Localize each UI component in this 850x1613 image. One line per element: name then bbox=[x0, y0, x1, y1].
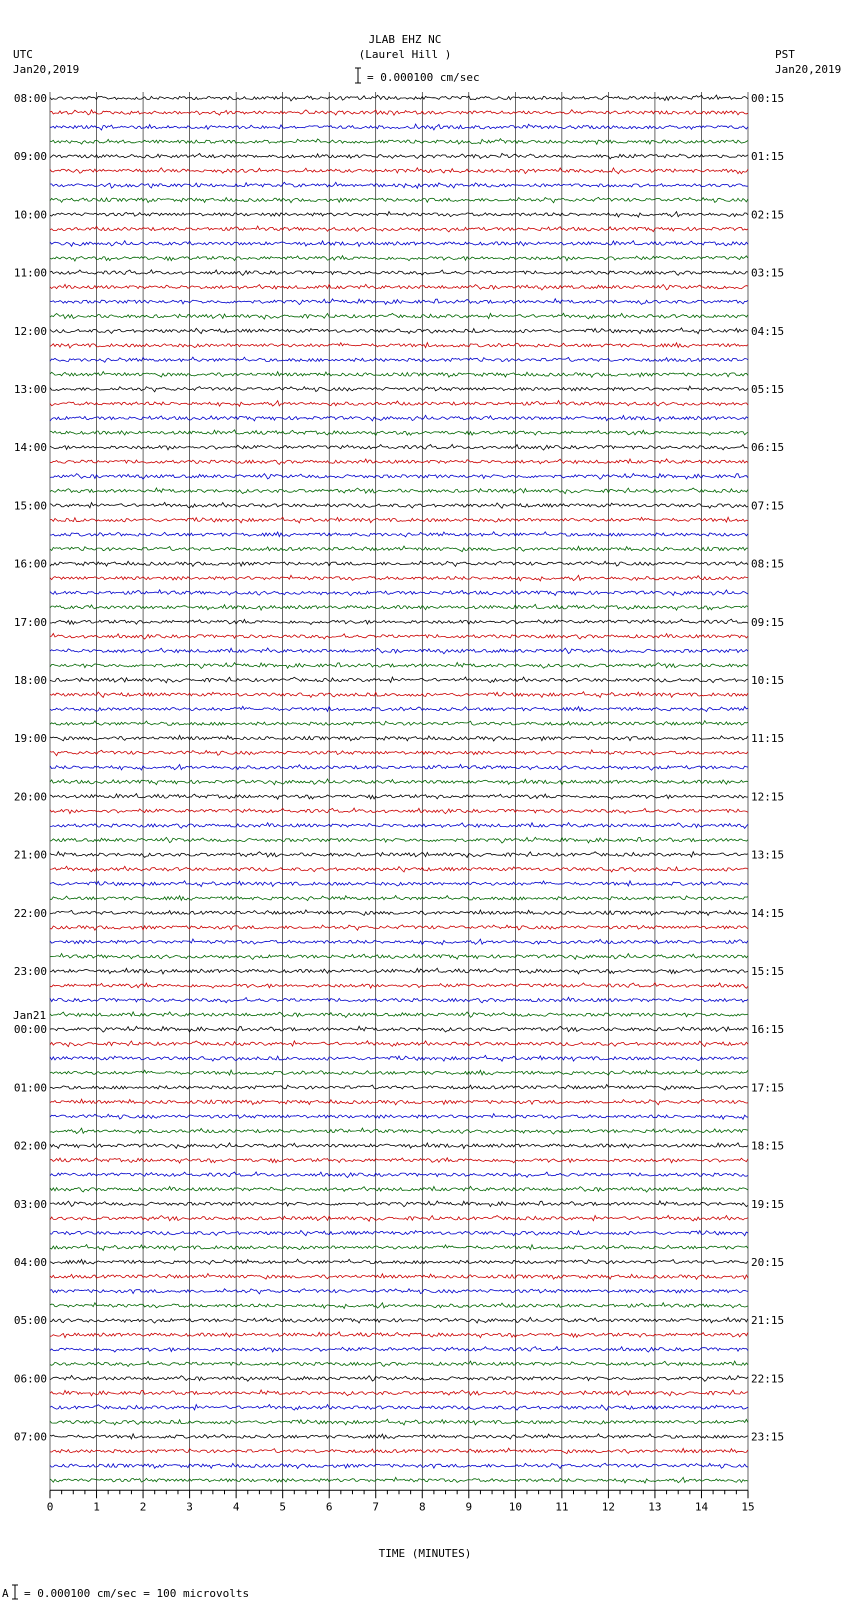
trace-62 bbox=[50, 997, 748, 1003]
trace-49 bbox=[50, 808, 748, 814]
trace-94 bbox=[50, 1463, 748, 1468]
hour-label-right-9: 09:15 bbox=[751, 615, 785, 629]
trace-57 bbox=[50, 925, 748, 930]
hour-label-right-4: 04:15 bbox=[751, 324, 785, 338]
trace-30 bbox=[50, 532, 748, 537]
hour-label-left-8: 16:00 bbox=[13, 557, 47, 571]
trace-group bbox=[50, 95, 748, 1483]
hour-label-left-21: 05:00 bbox=[13, 1314, 47, 1328]
trace-60 bbox=[50, 968, 748, 974]
trace-65 bbox=[50, 1041, 748, 1047]
trace-27 bbox=[50, 488, 748, 494]
trace-2 bbox=[50, 124, 748, 130]
x-axis-label: TIME (MINUTES) bbox=[378, 1547, 472, 1560]
trace-91 bbox=[50, 1419, 748, 1425]
scale-label: = 0.000100 cm/sec bbox=[367, 71, 480, 84]
hour-label-left-22: 06:00 bbox=[13, 1372, 47, 1386]
trace-64 bbox=[50, 1026, 748, 1032]
hour-label-right-14: 14:15 bbox=[751, 906, 785, 920]
hour-label-left-16: 00:00 bbox=[13, 1023, 47, 1037]
trace-40 bbox=[50, 677, 748, 683]
hour-label-left-17: 01:00 bbox=[13, 1081, 47, 1095]
trace-24 bbox=[50, 444, 748, 450]
trace-87 bbox=[50, 1361, 748, 1366]
trace-81 bbox=[50, 1274, 748, 1280]
trace-70 bbox=[50, 1114, 748, 1120]
trace-83 bbox=[50, 1303, 748, 1309]
trace-71 bbox=[50, 1128, 748, 1134]
trace-5 bbox=[50, 168, 748, 174]
trace-18 bbox=[50, 357, 748, 362]
hour-label-left-18: 02:00 bbox=[13, 1139, 47, 1153]
hour-label-right-20: 20:15 bbox=[751, 1256, 785, 1269]
trace-88 bbox=[50, 1376, 748, 1382]
trace-90 bbox=[50, 1405, 748, 1411]
hour-label-left-19: 03:00 bbox=[13, 1197, 47, 1211]
trace-0 bbox=[50, 95, 748, 101]
trace-29 bbox=[50, 517, 748, 523]
trace-77 bbox=[50, 1215, 748, 1221]
hour-label-left-5: 13:00 bbox=[13, 383, 47, 396]
trace-72 bbox=[50, 1143, 748, 1149]
trace-76 bbox=[50, 1201, 748, 1207]
x-tick-label-2: 2 bbox=[139, 1500, 147, 1514]
trace-89 bbox=[50, 1390, 748, 1396]
trace-23 bbox=[50, 430, 748, 436]
x-tick-label-10: 10 bbox=[508, 1500, 522, 1514]
hour-label-left-1: 09:00 bbox=[13, 150, 47, 164]
trace-36 bbox=[50, 619, 748, 624]
hour-label-left-15: 23:00 bbox=[13, 965, 47, 978]
hour-label-right-21: 21:15 bbox=[751, 1314, 785, 1328]
day-change-label: Jan21 bbox=[13, 1009, 47, 1023]
hour-label-right-13: 13:15 bbox=[751, 848, 785, 862]
trace-4 bbox=[50, 153, 748, 159]
trace-68 bbox=[50, 1085, 748, 1091]
hour-label-right-18: 18:15 bbox=[751, 1139, 785, 1153]
trace-17 bbox=[50, 343, 748, 349]
trace-55 bbox=[50, 896, 748, 901]
x-tick-label-14: 14 bbox=[694, 1500, 709, 1514]
hour-label-left-7: 15:00 bbox=[13, 499, 47, 513]
trace-67 bbox=[50, 1070, 748, 1075]
trace-86 bbox=[50, 1347, 748, 1353]
trace-47 bbox=[50, 779, 748, 785]
x-tick-label-9: 9 bbox=[465, 1500, 473, 1514]
trace-78 bbox=[50, 1230, 748, 1235]
hour-labels bbox=[13, 92, 784, 1444]
x-tick-label-11: 11 bbox=[555, 1500, 569, 1514]
left-timezone: UTC bbox=[13, 48, 33, 61]
trace-44 bbox=[50, 735, 748, 741]
hour-label-right-8: 08:15 bbox=[751, 557, 785, 571]
trace-58 bbox=[50, 939, 748, 945]
hour-label-left-4: 12:00 bbox=[13, 324, 47, 338]
trace-9 bbox=[50, 226, 748, 232]
footer-scale-label: = 0.000100 cm/sec = 100 microvolts bbox=[24, 1587, 250, 1600]
trace-48 bbox=[50, 794, 748, 800]
hour-label-right-11: 11:15 bbox=[751, 732, 785, 746]
trace-45 bbox=[50, 750, 748, 756]
hour-label-right-17: 17:15 bbox=[751, 1081, 785, 1095]
hour-label-right-15: 15:15 bbox=[751, 965, 785, 978]
trace-85 bbox=[50, 1332, 748, 1338]
trace-3 bbox=[50, 139, 748, 145]
trace-25 bbox=[50, 459, 748, 465]
x-tick-label-15: 15 bbox=[741, 1500, 755, 1514]
trace-22 bbox=[50, 415, 748, 421]
time-axis bbox=[47, 1490, 755, 1513]
trace-15 bbox=[50, 313, 748, 319]
trace-79 bbox=[50, 1245, 748, 1251]
hour-label-left-3: 11:00 bbox=[13, 266, 47, 280]
hour-label-right-0: 00:15 bbox=[751, 92, 785, 105]
trace-51 bbox=[50, 837, 748, 843]
trace-11 bbox=[50, 256, 748, 261]
trace-93 bbox=[50, 1448, 748, 1454]
trace-69 bbox=[50, 1099, 748, 1105]
trace-66 bbox=[50, 1055, 748, 1061]
trace-19 bbox=[50, 372, 748, 378]
trace-41 bbox=[50, 692, 748, 698]
trace-35 bbox=[50, 604, 748, 610]
hour-label-left-23: 07:00 bbox=[13, 1430, 47, 1444]
x-tick-label-5: 5 bbox=[279, 1500, 286, 1514]
x-tick-label-3: 3 bbox=[186, 1500, 193, 1514]
trace-32 bbox=[50, 561, 748, 566]
trace-21 bbox=[50, 401, 748, 407]
left-date: Jan20,2019 bbox=[13, 63, 80, 76]
trace-52 bbox=[50, 852, 748, 858]
trace-26 bbox=[50, 474, 748, 480]
hour-label-left-10: 18:00 bbox=[13, 674, 47, 687]
x-tick-label-13: 13 bbox=[648, 1500, 662, 1514]
hour-label-right-3: 03:15 bbox=[751, 266, 785, 280]
hour-label-left-13: 21:00 bbox=[13, 848, 47, 862]
hour-label-left-14: 22:00 bbox=[13, 906, 47, 920]
trace-8 bbox=[50, 212, 748, 218]
trace-38 bbox=[50, 648, 748, 654]
x-tick-label-4: 4 bbox=[232, 1500, 240, 1514]
hour-label-right-16: 16:15 bbox=[751, 1023, 785, 1037]
trace-75 bbox=[50, 1186, 748, 1192]
hour-label-left-6: 14:00 bbox=[13, 441, 47, 455]
hour-label-left-12: 20:00 bbox=[13, 790, 47, 804]
trace-6 bbox=[50, 182, 748, 188]
trace-95 bbox=[50, 1477, 748, 1483]
trace-31 bbox=[50, 546, 748, 552]
hour-label-right-1: 01:15 bbox=[751, 150, 785, 164]
hour-label-right-7: 07:15 bbox=[751, 499, 785, 513]
trace-73 bbox=[50, 1158, 748, 1163]
trace-84 bbox=[50, 1317, 748, 1323]
trace-53 bbox=[50, 866, 748, 872]
trace-56 bbox=[50, 910, 748, 916]
scale-bar-icon bbox=[355, 68, 361, 83]
hour-label-right-2: 02:15 bbox=[751, 208, 785, 222]
trace-46 bbox=[50, 764, 748, 770]
footer-prefix: A bbox=[2, 1587, 9, 1600]
trace-59 bbox=[50, 954, 748, 960]
hour-label-left-9: 17:00 bbox=[13, 615, 47, 629]
trace-61 bbox=[50, 983, 748, 989]
hour-label-right-5: 05:15 bbox=[751, 383, 785, 396]
trace-54 bbox=[50, 881, 748, 887]
trace-20 bbox=[50, 386, 748, 392]
hour-label-right-10: 10:15 bbox=[751, 674, 785, 687]
x-tick-label-12: 12 bbox=[601, 1500, 616, 1514]
hour-label-right-6: 06:15 bbox=[751, 441, 785, 455]
trace-92 bbox=[50, 1434, 748, 1439]
hour-label-right-12: 12:15 bbox=[751, 790, 785, 804]
trace-12 bbox=[50, 270, 748, 276]
trace-1 bbox=[50, 110, 748, 116]
right-date: Jan20,2019 bbox=[775, 63, 842, 76]
trace-7 bbox=[50, 197, 748, 202]
trace-80 bbox=[50, 1259, 748, 1264]
trace-34 bbox=[50, 590, 748, 596]
trace-43 bbox=[50, 721, 748, 726]
hour-label-right-22: 22:15 bbox=[751, 1372, 785, 1386]
x-tick-label-8: 8 bbox=[418, 1500, 426, 1514]
hour-label-right-19: 19:15 bbox=[751, 1197, 785, 1211]
hour-label-left-0: 08:00 bbox=[13, 92, 47, 105]
trace-63 bbox=[50, 1012, 748, 1018]
trace-33 bbox=[50, 575, 748, 581]
trace-39 bbox=[50, 663, 748, 669]
footer-scale-bar-icon bbox=[12, 1585, 18, 1599]
trace-13 bbox=[50, 284, 748, 290]
trace-82 bbox=[50, 1289, 748, 1294]
hour-label-right-23: 23:15 bbox=[751, 1430, 785, 1444]
trace-42 bbox=[50, 706, 748, 711]
trace-28 bbox=[50, 502, 748, 508]
trace-16 bbox=[50, 328, 748, 334]
trace-74 bbox=[50, 1172, 748, 1178]
x-tick-label-7: 7 bbox=[372, 1500, 380, 1514]
station-title: JLAB EHZ NC bbox=[368, 33, 442, 46]
trace-37 bbox=[50, 634, 748, 640]
station-location: (Laurel Hill ) bbox=[358, 48, 452, 61]
hour-label-left-20: 04:00 bbox=[13, 1256, 47, 1269]
hour-label-left-2: 10:00 bbox=[13, 208, 47, 222]
trace-14 bbox=[50, 299, 748, 305]
right-timezone: PST bbox=[775, 48, 795, 61]
trace-10 bbox=[50, 241, 748, 247]
x-tick-label-1: 1 bbox=[93, 1500, 100, 1514]
hour-label-left-11: 19:00 bbox=[13, 732, 47, 746]
x-tick-label-6: 6 bbox=[325, 1500, 333, 1514]
trace-50 bbox=[50, 823, 748, 829]
x-tick-label-0: 0 bbox=[46, 1500, 54, 1514]
